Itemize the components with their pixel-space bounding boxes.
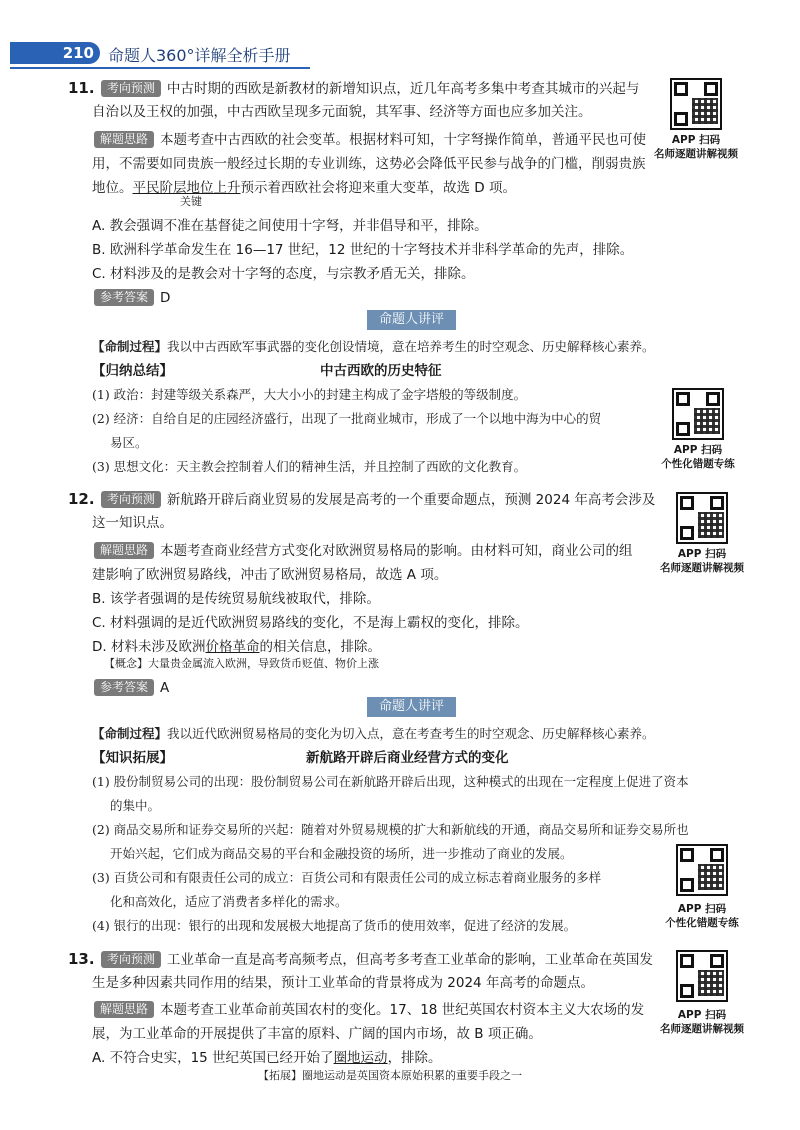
option-c: C. 材料涉及的是教会对十字弩的态度，与宗教矛盾无关，排除。 — [92, 266, 475, 282]
question-number: 13. — [68, 950, 95, 968]
forecast-text-line2: 生是多种因素共同作用的结果，预计工业革命的背景将成为 2024 年高考的命题点。 — [92, 975, 594, 991]
option-a: A. 不符合史实，15 世纪英国已经开始了圈地运动，排除。 — [92, 1050, 442, 1066]
page-header — [0, 40, 320, 66]
qr-code-icon[interactable] — [676, 950, 728, 1002]
forecast-text: 中古时期的西欧是新教材的新增知识点，近几年高考多集中考查其城市的兴起与 — [166, 81, 640, 97]
underlined-key: 平民阶层地位上升 — [132, 180, 241, 196]
forecast-text-line2: 这一知识点。 — [92, 515, 173, 531]
approach-tag: 解题思路 — [94, 542, 154, 559]
approach-text: 本题考查中古西欧的社会变革。根据材料可知，十字弩操作简单，普通平民也可使 — [160, 132, 647, 148]
summary-item-2: (2) 经济：自给自足的庄园经济盛行，出现了一批商业城市，形成了一个以地中海为中心的贸 — [92, 411, 602, 426]
forecast-text-line2: 自治以及王权的加强，中古西欧呈现多元面貌，其军事、经济等方面也应多加关注。 — [92, 104, 592, 120]
expand-item-2-cont: 开始兴起，它们成为商品交易的平台和金融投资的场所，进一步推动了商业的发展。 — [110, 846, 573, 861]
q12-forecast — [68, 487, 655, 512]
forecast-tag: 考向预测 — [101, 491, 161, 508]
expand-item-3-cont: 化和高效化，适应了消费者多样化的需求。 — [110, 894, 348, 909]
underlined-key: 价格革命 — [205, 639, 260, 655]
approach-text-line2: 建影响了欧洲贸易路线，冲击了欧洲贸易格局，故选 A 项。 — [92, 567, 448, 583]
process-label: 【命制过程】 — [92, 726, 168, 741]
review-banner: 命题人讲评 — [367, 697, 456, 717]
process-text: 我以近代欧洲贸易格局的变化为切入点，意在考查考生的时空观念、历史解释核心素养。 — [167, 726, 655, 741]
approach-text-line2: 展，为工业革命的开展提供了丰富的原料、广阔的国内市场，故 B 项正确。 — [92, 1026, 542, 1042]
q11-approach — [92, 128, 646, 152]
forecast-text: 工业革命一直是高考高频考点，但高考多考查工业革命的影响，工业革命在英国发 — [166, 952, 653, 968]
handwritten-note-key: 关键 — [180, 195, 202, 208]
answer-tag: 参考答案 — [94, 289, 154, 306]
summary-item-1: (1) 政治：封建等级关系森严，大大小小的封建主构成了金字塔般的等级制度。 — [92, 387, 527, 402]
q12-expand-head — [92, 746, 173, 770]
answer-value: D — [160, 290, 171, 306]
underlined-key: 圈地运动 — [333, 1050, 388, 1066]
answer-tag: 参考答案 — [94, 679, 154, 696]
q12-process — [92, 722, 655, 746]
expand-item-2: (2) 商品交易所和证券交易所的兴起：随着对外贸易规模的扩大和新航线的开通，商品交易所和证券交易所也 — [92, 822, 689, 837]
option-d: D. 材料未涉及欧洲价格革命的相关信息，排除。 — [92, 639, 381, 655]
review-banner: 命题人讲评 — [367, 310, 456, 330]
qr-code-icon[interactable] — [670, 78, 722, 130]
approach-text: 本题考查商业经营方式变化对欧洲贸易格局的影响。由材料可知，商业公司的组 — [160, 543, 633, 559]
option-a: A. 教会强调不准在基督徒之间使用十字弩，并非倡导和平，排除。 — [92, 218, 488, 234]
q11-summary-head — [92, 359, 173, 383]
summary-label: 【归纳总结】 — [92, 363, 173, 379]
answer-value: A — [160, 680, 170, 696]
q13-forecast — [68, 947, 653, 972]
qr-code-icon[interactable] — [672, 388, 724, 440]
question-number: 12. — [68, 490, 95, 508]
question-number: 11. — [68, 79, 95, 97]
forecast-tag: 考向预测 — [101, 80, 161, 97]
expand-item-1-cont: 的集中。 — [110, 798, 161, 813]
qr-code-icon[interactable] — [676, 844, 728, 896]
qr-code-icon[interactable] — [676, 492, 728, 544]
q13-approach — [92, 998, 644, 1022]
summary-item-3: (3) 思想文化：天主教会控制着人们的精神生活，并且控制了西欧的文化教育。 — [92, 459, 527, 474]
approach-text-line2: 用，不需要如同贵族一般经过长期的专业训练，这势必会降低平民参与战争的门槛，削弱贵族 — [92, 156, 646, 172]
q11-answer — [92, 286, 170, 310]
forecast-tag: 考向预测 — [101, 951, 161, 968]
header-rule — [10, 67, 310, 69]
expand-item-3: (3) 百货公司和有限责任公司的成立：百货公司和有限责任公司的成立标志着商业服务的多样 — [92, 870, 602, 885]
qr-label: APP 扫码 名师逐题讲解视频 — [654, 134, 738, 160]
expand-item-1: (1) 股份制贸易公司的出现：股份制贸易公司在新航路开辟后出现，这种模式的出现在一定程度上促进了资本 — [92, 774, 689, 789]
handwritten-note: 【概念】大量贵金属流入欧洲，导致货币贬值、物价上涨 — [104, 657, 379, 670]
handwritten-note: 【拓展】圈地运动是英国资本原始积累的重要手段之一 — [258, 1069, 522, 1082]
qr-label: APP 扫码 个性化错题专练 — [661, 444, 735, 470]
approach-text-line3: 地位。平民阶层地位上升预示着西欧社会将迎来重大变革，故选 D 项。 — [92, 180, 516, 196]
process-text: 我以中古西欧军事武器的变化创设情境，意在培养考生的时空观念、历史解释核心素养。 — [167, 339, 655, 354]
approach-tag: 解题思路 — [94, 131, 154, 148]
approach-tag: 解题思路 — [94, 1001, 154, 1018]
option-b: B. 该学者强调的是传统贸易航线被取代，排除。 — [92, 591, 380, 607]
q12-answer — [92, 676, 169, 700]
expand-item-4: (4) 银行的出现：银行的出现和发展极大地提高了货币的使用效率，促进了经济的发展。 — [92, 918, 577, 933]
option-b: B. 欧洲科学革命发生在 16—17 世纪，12 世纪的十字弩技术并非科学革命的先声，排除。 — [92, 242, 634, 258]
option-c: C. 材料强调的是近代欧洲贸易路线的变化，不是海上霸权的变化，排除。 — [92, 615, 529, 631]
process-label: 【命制过程】 — [92, 339, 168, 354]
forecast-text: 新航路开辟后商业贸易的发展是高考的一个重要命题点，预测 2024 年高考会涉及 — [166, 492, 656, 508]
q11-forecast — [68, 76, 639, 101]
q12-approach — [92, 539, 633, 563]
approach-text: 本题考查工业革命前英国农村的变化。17、18 世纪英国农村资本主义大农场的发 — [160, 1002, 645, 1018]
qr-label: APP 扫码 名师逐题讲解视频 — [660, 1009, 744, 1035]
summary-title: 中古西欧的历史特征 — [320, 363, 442, 379]
expand-label: 【知识拓展】 — [92, 750, 173, 766]
qr-label: APP 扫码 名师逐题讲解视频 — [660, 548, 744, 574]
page-number: 210 — [10, 42, 100, 64]
summary-item-2-cont: 易区。 — [110, 435, 148, 450]
qr-label: APP 扫码 个性化错题专练 — [665, 903, 739, 929]
q11-process — [92, 335, 655, 359]
expand-title: 新航路开辟后商业经营方式的变化 — [306, 750, 509, 766]
book-title: 命题人360°详解全析手册 — [108, 46, 291, 65]
